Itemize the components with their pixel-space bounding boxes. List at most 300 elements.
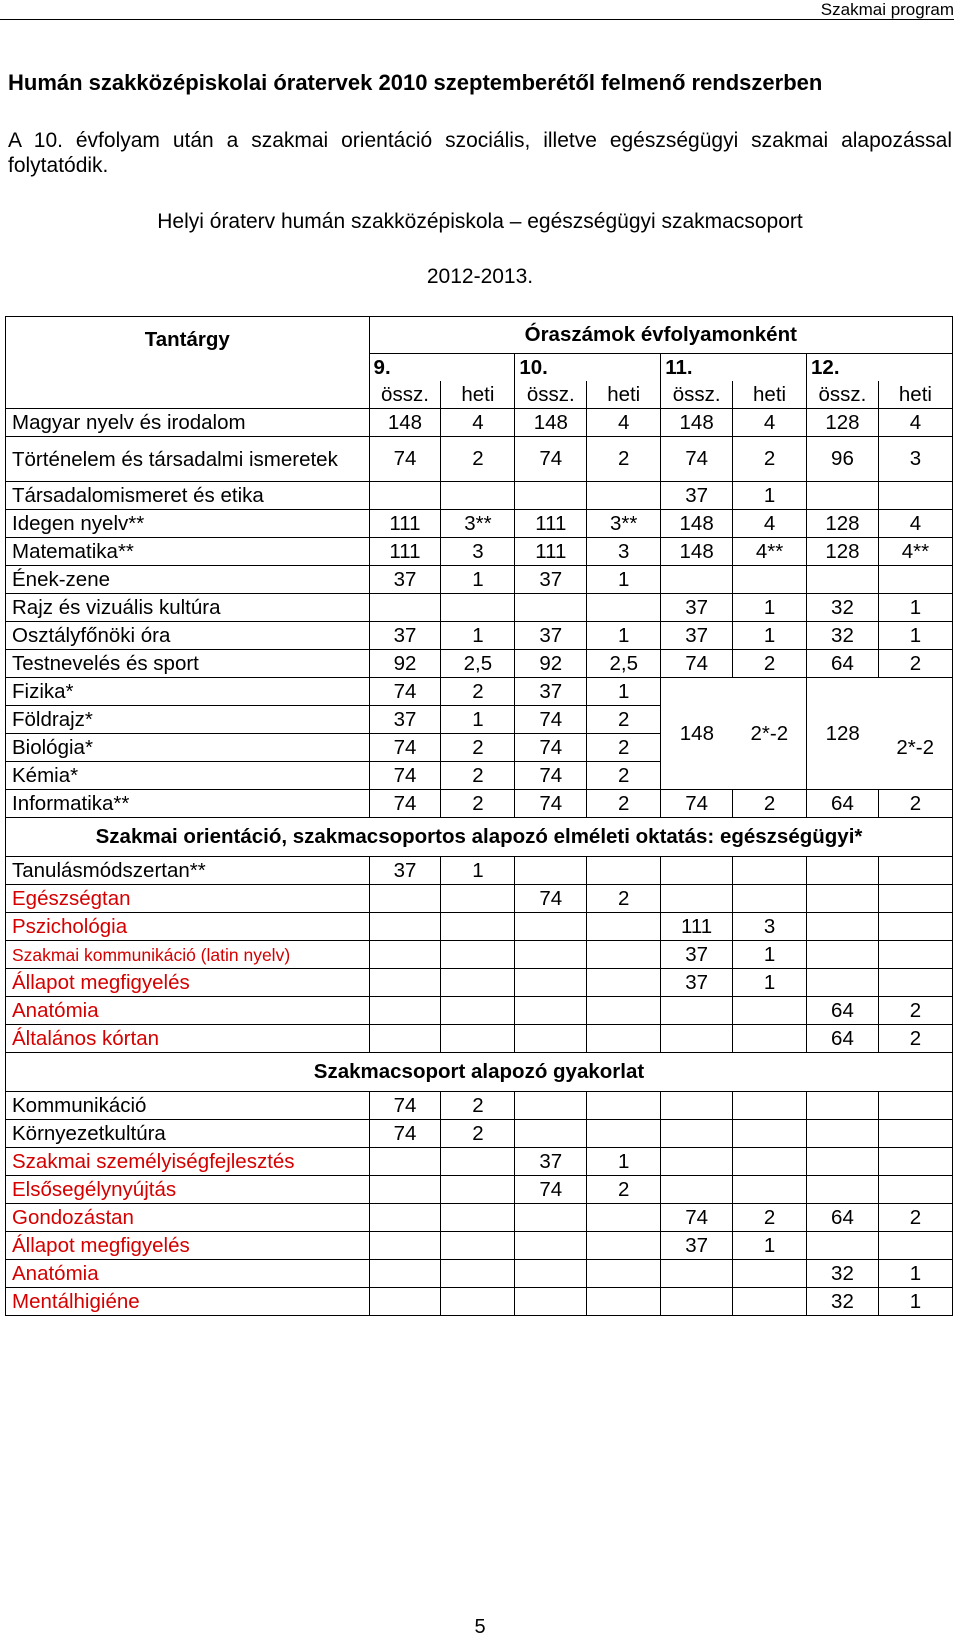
value-cell <box>878 857 952 885</box>
subject-cell: Gondozástan <box>6 1204 370 1232</box>
value-cell <box>441 482 515 510</box>
value-cell <box>661 566 733 594</box>
col-header-heti: heti <box>441 381 515 409</box>
value-cell: 1 <box>878 594 952 622</box>
value-cell <box>369 997 441 1025</box>
subject-cell: Egészségtan <box>6 885 370 913</box>
merged-g12-ossz: 128 <box>807 678 879 790</box>
subject-cell: Történelem és társadalmi ismeretek <box>6 437 370 482</box>
value-cell <box>878 885 952 913</box>
value-cell: 1 <box>733 1232 807 1260</box>
table-row <box>6 790 953 818</box>
value-cell: 2 <box>733 650 807 678</box>
value-cell: 74 <box>661 437 733 482</box>
value-cell: 37 <box>661 482 733 510</box>
value-cell <box>807 1120 879 1148</box>
value-cell <box>441 1232 515 1260</box>
value-cell: 37 <box>661 622 733 650</box>
value-cell <box>878 1148 952 1176</box>
value-cell <box>441 885 515 913</box>
value-cell <box>369 885 441 913</box>
value-cell <box>587 482 661 510</box>
grade-12-header: 12. <box>807 354 953 382</box>
subject-cell: Állapot megfigyelés <box>6 969 370 997</box>
page-number: 5 <box>474 1616 486 1638</box>
value-cell: 74 <box>661 650 733 678</box>
value-cell: 64 <box>807 1025 879 1053</box>
value-cell <box>807 941 879 969</box>
value-cell <box>733 1288 807 1316</box>
table-row <box>6 1260 953 1288</box>
value-cell: 74 <box>515 885 587 913</box>
value-cell: 111 <box>369 510 441 538</box>
subject-cell: Osztályfőnöki óra <box>6 622 370 650</box>
value-cell <box>661 1260 733 1288</box>
value-cell: 111 <box>661 913 733 941</box>
value-cell <box>807 1176 879 1204</box>
value-cell: 96 <box>807 437 879 482</box>
value-cell: 4 <box>733 409 807 437</box>
value-cell <box>515 1120 587 1148</box>
value-cell: 74 <box>515 1176 587 1204</box>
subject-cell: Magyar nyelv és irodalom <box>6 409 370 437</box>
value-cell <box>807 885 879 913</box>
subject-cell: Földrajz* <box>6 706 370 734</box>
value-cell <box>878 969 952 997</box>
value-cell: 2 <box>441 762 515 790</box>
subject-cell: Környezetkultúra <box>6 1120 370 1148</box>
value-cell: 37 <box>661 941 733 969</box>
value-cell <box>878 1176 952 1204</box>
value-cell <box>807 482 879 510</box>
value-cell: 2 <box>878 997 952 1025</box>
col-header-heti: heti <box>733 381 807 409</box>
value-cell: 74 <box>515 437 587 482</box>
value-cell <box>515 913 587 941</box>
value-cell <box>661 857 733 885</box>
value-cell <box>587 1260 661 1288</box>
value-cell: 3 <box>441 538 515 566</box>
table-row <box>6 1176 953 1204</box>
value-cell <box>878 1120 952 1148</box>
value-cell: 1 <box>441 566 515 594</box>
value-cell <box>369 1260 441 1288</box>
value-cell <box>807 1232 879 1260</box>
value-cell: 1 <box>587 566 661 594</box>
value-cell <box>661 1025 733 1053</box>
value-cell: 3** <box>587 510 661 538</box>
subject-cell: Idegen nyelv** <box>6 510 370 538</box>
table-row <box>6 1288 953 1316</box>
value-cell: 37 <box>661 969 733 997</box>
value-cell <box>587 1092 661 1120</box>
table-row <box>6 538 953 566</box>
value-cell: 111 <box>515 510 587 538</box>
curriculum-table <box>5 316 953 1316</box>
value-cell: 37 <box>661 1232 733 1260</box>
subject-cell: Általános kórtan <box>6 1025 370 1053</box>
value-cell <box>878 941 952 969</box>
value-cell <box>807 913 879 941</box>
value-cell <box>515 1288 587 1316</box>
value-cell <box>587 1204 661 1232</box>
value-cell: 2 <box>441 1092 515 1120</box>
subject-cell: Rajz és vizuális kultúra <box>6 594 370 622</box>
value-cell: 37 <box>515 566 587 594</box>
value-cell: 1 <box>733 969 807 997</box>
value-cell: 37 <box>515 622 587 650</box>
value-cell: 1 <box>878 622 952 650</box>
value-cell: 1 <box>733 941 807 969</box>
value-cell <box>733 566 807 594</box>
value-cell: 74 <box>661 1204 733 1232</box>
value-cell <box>733 1120 807 1148</box>
value-cell <box>878 482 952 510</box>
subject-cell: Társadalomismeret és etika <box>6 482 370 510</box>
value-cell: 64 <box>807 997 879 1025</box>
value-cell: 4 <box>878 510 952 538</box>
subtitle: Helyi óraterv humán szakközépiskola – egészségügyi szakmacsoport <box>157 210 803 233</box>
value-cell: 2 <box>878 790 952 818</box>
section-title-theory: Szakmai orientáció, szakmacsoportos alapozó elméleti oktatás: egészségügyi* <box>6 818 953 857</box>
value-cell <box>587 1232 661 1260</box>
value-cell <box>807 969 879 997</box>
subject-cell: Szakmai kommunikáció (latin nyelv) <box>6 941 370 969</box>
value-cell <box>733 1092 807 1120</box>
value-cell <box>369 1204 441 1232</box>
value-cell <box>733 857 807 885</box>
table-row <box>6 913 953 941</box>
table-row <box>6 622 953 650</box>
value-cell: 74 <box>369 678 441 706</box>
value-cell: 2 <box>878 1025 952 1053</box>
value-cell <box>369 941 441 969</box>
value-cell: 1 <box>587 1148 661 1176</box>
value-cell <box>515 1025 587 1053</box>
col-header-ossz: össz. <box>369 381 441 409</box>
section-title-practice: Szakmacsoport alapozó gyakorlat <box>6 1053 953 1092</box>
value-cell <box>441 1025 515 1053</box>
col-header-ossz: össz. <box>661 381 733 409</box>
value-cell: 4 <box>878 409 952 437</box>
value-cell: 74 <box>369 1092 441 1120</box>
value-cell <box>441 1148 515 1176</box>
value-cell: 74 <box>369 762 441 790</box>
value-cell: 2 <box>587 437 661 482</box>
value-cell: 111 <box>515 538 587 566</box>
value-cell <box>733 1148 807 1176</box>
value-cell <box>369 1025 441 1053</box>
table-row <box>6 409 953 437</box>
value-cell <box>369 1176 441 1204</box>
value-cell: 92 <box>515 650 587 678</box>
value-cell: 64 <box>807 650 879 678</box>
value-cell: 64 <box>807 1204 879 1232</box>
value-cell: 74 <box>369 437 441 482</box>
value-cell: 2 <box>587 734 661 762</box>
value-cell: 32 <box>807 594 879 622</box>
intro-paragraph: A 10. évfolyam után a szakmai orientáció szociális, illetve egészségügyi szakmai alapozással folytatódik. <box>8 129 952 177</box>
value-cell: 3 <box>878 437 952 482</box>
subject-cell: Anatómia <box>6 997 370 1025</box>
subject-cell: Állapot megfigyelés <box>6 1232 370 1260</box>
value-cell: 2 <box>441 734 515 762</box>
value-cell <box>441 913 515 941</box>
value-cell <box>587 913 661 941</box>
subject-cell: Kommunikáció <box>6 1092 370 1120</box>
table-row <box>6 1120 953 1148</box>
value-cell <box>515 969 587 997</box>
value-cell <box>515 1204 587 1232</box>
table-row <box>6 566 953 594</box>
merged-g11-heti: 2*-2 <box>733 678 807 790</box>
value-cell: 37 <box>369 566 441 594</box>
value-cell <box>515 594 587 622</box>
value-cell: 2 <box>587 706 661 734</box>
subject-cell: Szakmai személyiségfejlesztés <box>6 1148 370 1176</box>
value-cell: 74 <box>515 762 587 790</box>
value-cell <box>878 1092 952 1120</box>
value-cell: 32 <box>807 1260 879 1288</box>
value-cell <box>661 1176 733 1204</box>
table-row <box>6 969 953 997</box>
table-row <box>6 650 953 678</box>
value-cell: 74 <box>661 790 733 818</box>
value-cell: 2 <box>587 885 661 913</box>
value-cell <box>807 857 879 885</box>
subject-cell: Matematika** <box>6 538 370 566</box>
subject-cell: Ének-zene <box>6 566 370 594</box>
merged-g11-ossz: 148 <box>661 678 733 790</box>
value-cell <box>587 969 661 997</box>
value-cell <box>661 1092 733 1120</box>
value-cell <box>587 1120 661 1148</box>
value-cell: 2 <box>878 1204 952 1232</box>
col-header-heti: heti <box>878 381 952 409</box>
value-cell <box>733 997 807 1025</box>
value-cell <box>515 941 587 969</box>
value-cell <box>515 1260 587 1288</box>
subject-cell: Pszichológia <box>6 913 370 941</box>
value-cell: 1 <box>878 1288 952 1316</box>
subject-cell: Tanulásmódszertan** <box>6 857 370 885</box>
grade-10-header: 10. <box>515 354 661 382</box>
value-cell: 4 <box>733 510 807 538</box>
value-cell: 1 <box>878 1260 952 1288</box>
value-cell <box>515 1232 587 1260</box>
value-cell: 37 <box>369 857 441 885</box>
table-row <box>6 1025 953 1053</box>
col-header-ossz: össz. <box>807 381 879 409</box>
value-cell <box>369 1288 441 1316</box>
value-cell: 74 <box>515 706 587 734</box>
value-cell: 3** <box>441 510 515 538</box>
value-cell: 1 <box>587 678 661 706</box>
subject-cell: Testnevelés és sport <box>6 650 370 678</box>
value-cell: 2 <box>878 650 952 678</box>
value-cell: 4 <box>441 409 515 437</box>
table-row <box>6 437 953 482</box>
grade-9-header: 9. <box>369 354 515 382</box>
value-cell <box>369 594 441 622</box>
value-cell <box>807 1092 879 1120</box>
table-row <box>6 482 953 510</box>
value-cell <box>441 1288 515 1316</box>
value-cell: 1 <box>587 622 661 650</box>
value-cell: 4** <box>733 538 807 566</box>
section-row <box>6 818 953 857</box>
value-cell: 2 <box>441 437 515 482</box>
value-cell <box>441 1260 515 1288</box>
value-cell <box>441 997 515 1025</box>
value-cell: 1 <box>733 594 807 622</box>
value-cell <box>661 1120 733 1148</box>
value-cell <box>587 1025 661 1053</box>
value-cell: 1 <box>733 622 807 650</box>
section-row <box>6 1053 953 1092</box>
subject-cell: Kémia* <box>6 762 370 790</box>
value-cell: 64 <box>807 790 879 818</box>
table-row <box>6 885 953 913</box>
table-row <box>6 1092 953 1120</box>
subject-cell: Elsősegélynyújtás <box>6 1176 370 1204</box>
value-cell: 2 <box>733 437 807 482</box>
value-cell <box>878 1232 952 1260</box>
value-cell <box>515 482 587 510</box>
value-cell: 74 <box>515 790 587 818</box>
value-cell: 2 <box>587 790 661 818</box>
value-cell <box>515 997 587 1025</box>
subject-cell: Anatómia <box>6 1260 370 1288</box>
value-cell: 111 <box>369 538 441 566</box>
col-header-ossz: össz. <box>515 381 587 409</box>
value-cell: 2 <box>587 1176 661 1204</box>
table-row <box>6 1204 953 1232</box>
value-cell: 148 <box>661 409 733 437</box>
value-cell <box>587 997 661 1025</box>
value-cell: 2 <box>733 1204 807 1232</box>
value-cell <box>515 1092 587 1120</box>
value-cell <box>661 885 733 913</box>
value-cell: 74 <box>515 734 587 762</box>
value-cell: 3 <box>587 538 661 566</box>
value-cell: 3 <box>733 913 807 941</box>
value-cell <box>807 1148 879 1176</box>
value-cell: 128 <box>807 538 879 566</box>
value-cell: 37 <box>661 594 733 622</box>
table-row <box>6 678 953 706</box>
subject-cell: Mentálhigiéne <box>6 1288 370 1316</box>
value-cell: 37 <box>369 622 441 650</box>
value-cell <box>878 913 952 941</box>
value-cell: 1 <box>733 482 807 510</box>
value-cell: 92 <box>369 650 441 678</box>
table-row <box>6 510 953 538</box>
value-cell: 2 <box>587 762 661 790</box>
value-cell: 128 <box>807 409 879 437</box>
running-header: Szakmai program <box>820 0 954 19</box>
value-cell: 37 <box>515 1148 587 1176</box>
value-cell <box>733 1260 807 1288</box>
year-range: 2012-2013. <box>426 265 534 288</box>
grade-11-header: 11. <box>661 354 807 382</box>
value-cell: 1 <box>441 622 515 650</box>
value-cell: 2 <box>441 678 515 706</box>
value-cell <box>441 969 515 997</box>
value-cell: 148 <box>661 538 733 566</box>
table-row <box>6 857 953 885</box>
value-cell: 32 <box>807 1288 879 1316</box>
value-cell <box>878 566 952 594</box>
value-cell <box>661 1288 733 1316</box>
value-cell: 2,5 <box>587 650 661 678</box>
value-cell <box>369 913 441 941</box>
value-cell <box>661 1148 733 1176</box>
value-cell <box>369 1232 441 1260</box>
subject-cell: Informatika** <box>6 790 370 818</box>
value-cell <box>733 885 807 913</box>
value-cell: 148 <box>515 409 587 437</box>
value-cell <box>369 482 441 510</box>
value-cell: 4** <box>878 538 952 566</box>
value-cell <box>587 941 661 969</box>
value-cell: 148 <box>661 510 733 538</box>
value-cell: 2,5 <box>441 650 515 678</box>
value-cell: 32 <box>807 622 879 650</box>
col-header-heti: heti <box>587 381 661 409</box>
value-cell: 37 <box>515 678 587 706</box>
value-cell: 74 <box>369 790 441 818</box>
value-cell: 2 <box>441 790 515 818</box>
value-cell <box>733 1025 807 1053</box>
value-cell: 2 <box>441 1120 515 1148</box>
value-cell <box>441 1204 515 1232</box>
table-row <box>6 1148 953 1176</box>
subject-header: Tantárgy <box>6 317 370 409</box>
value-cell <box>733 1176 807 1204</box>
value-cell <box>587 1288 661 1316</box>
table-row <box>6 1232 953 1260</box>
value-cell: 2 <box>733 790 807 818</box>
value-cell: 1 <box>441 857 515 885</box>
merged-g12-heti: 2*-2 <box>878 678 952 790</box>
value-cell <box>369 1148 441 1176</box>
hours-header: Óraszámok évfolyamonként <box>369 317 952 354</box>
document-title: Humán szakközépiskolai óratervek 2010 szeptemberétől felmenő rendszerben <box>8 70 823 95</box>
subject-cell: Fizika* <box>6 678 370 706</box>
value-cell <box>587 594 661 622</box>
table-row <box>6 594 953 622</box>
value-cell: 74 <box>369 1120 441 1148</box>
header-rule <box>0 19 954 20</box>
value-cell: 37 <box>369 706 441 734</box>
value-cell: 1 <box>441 706 515 734</box>
value-cell <box>441 1176 515 1204</box>
value-cell <box>587 857 661 885</box>
value-cell: 128 <box>807 510 879 538</box>
value-cell <box>441 941 515 969</box>
value-cell: 4 <box>587 409 661 437</box>
table-row <box>6 997 953 1025</box>
table-row <box>6 941 953 969</box>
value-cell: 148 <box>369 409 441 437</box>
subject-cell: Biológia* <box>6 734 370 762</box>
value-cell <box>515 857 587 885</box>
value-cell <box>807 566 879 594</box>
value-cell: 74 <box>369 734 441 762</box>
value-cell <box>661 997 733 1025</box>
value-cell <box>441 594 515 622</box>
